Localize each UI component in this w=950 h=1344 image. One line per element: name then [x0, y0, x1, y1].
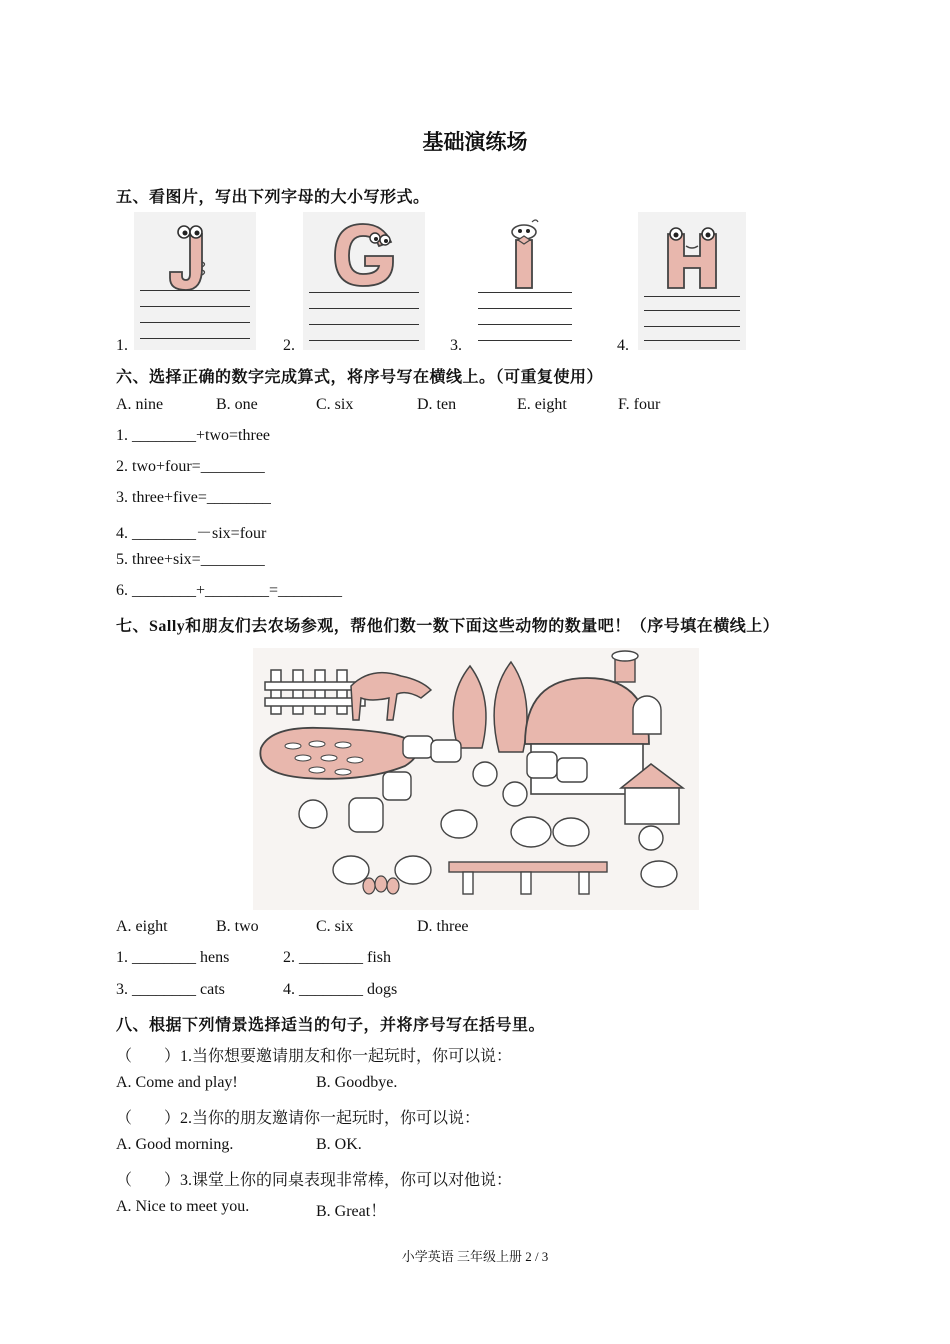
- question-line: 3. ________ cats: [116, 981, 225, 998]
- page-title: 基础演练场: [422, 130, 528, 154]
- option-f: F. four: [618, 396, 661, 413]
- answer-option: B. Goodbye.: [316, 1074, 398, 1091]
- item-number: 2.: [283, 337, 295, 354]
- letter-g-picture: [303, 212, 425, 292]
- answer-option: A. Nice to meet you.: [116, 1198, 250, 1215]
- answer-option: B. Great！: [316, 1203, 387, 1220]
- letter-j-picture: [134, 212, 256, 292]
- option-a: A. nine: [116, 396, 164, 413]
- answer-option: A. Good morning.: [116, 1136, 234, 1153]
- question-line: （ ）3.课堂上你的同桌表现非常棒，你可以对他说：: [116, 1172, 513, 1189]
- section-5-heading: 五、看图片，写出下列字母的大小写形式。: [116, 189, 430, 206]
- farm-scene: [253, 648, 699, 910]
- answer-option: A. Come and play!: [116, 1074, 238, 1091]
- letter-i-picture: [472, 212, 578, 292]
- question-line: 1. ________ hens: [116, 949, 230, 966]
- answer-option: B. OK.: [316, 1136, 362, 1153]
- question-line: 2. ________ fish: [283, 949, 391, 966]
- section-7-heading: 七、Sally和朋友们去农场参观，帮他们数一数下面这些动物的数量吧！（序号填在横线上）: [116, 618, 780, 635]
- option-b: B. two: [216, 918, 259, 935]
- question-line: 5. three+six=________: [116, 551, 265, 568]
- item-number: 4.: [617, 337, 629, 354]
- question-line: 2. two+four=________: [116, 458, 265, 475]
- option-d: D. three: [417, 918, 469, 935]
- item-number: 1.: [116, 337, 128, 354]
- question-line: （ ）2.当你的朋友邀请你一起玩时，你可以说：: [116, 1110, 481, 1127]
- option-c: C. six: [316, 396, 354, 413]
- item-number: 3.: [450, 337, 462, 354]
- letter-h-picture: [638, 212, 746, 292]
- option-a: A. eight: [116, 918, 168, 935]
- option-b: B. one: [216, 396, 258, 413]
- letter-card-i: [472, 212, 578, 350]
- letter-card-j: [134, 212, 256, 350]
- question-line: 4. ________－six=four: [116, 525, 267, 542]
- option-d: D. ten: [417, 396, 457, 413]
- question-line: 3. three+five=________: [116, 489, 271, 506]
- option-e: E. eight: [517, 396, 567, 413]
- question-line: 4. ________ dogs: [283, 981, 398, 998]
- question-line: 1. ________+two=three: [116, 427, 271, 444]
- section-8-heading: 八、根据下列情景选择适当的句子，并将序号写在括号里。: [116, 1017, 546, 1034]
- question-line: 6. ________+________=________: [116, 582, 343, 599]
- section-6-heading: 六、选择正确的数字完成算式，将序号写在横线上。（可重复使用）: [116, 369, 604, 386]
- letter-card-h: [638, 212, 746, 350]
- page-footer: 小学英语 三年级上册 2 / 3: [401, 1249, 549, 1264]
- option-c: C. six: [316, 918, 354, 935]
- letter-card-g: [303, 212, 425, 350]
- question-line: （ ）1.当你想要邀请朋友和你一起玩时，你可以说：: [116, 1048, 513, 1065]
- farm-illustration: [253, 648, 699, 910]
